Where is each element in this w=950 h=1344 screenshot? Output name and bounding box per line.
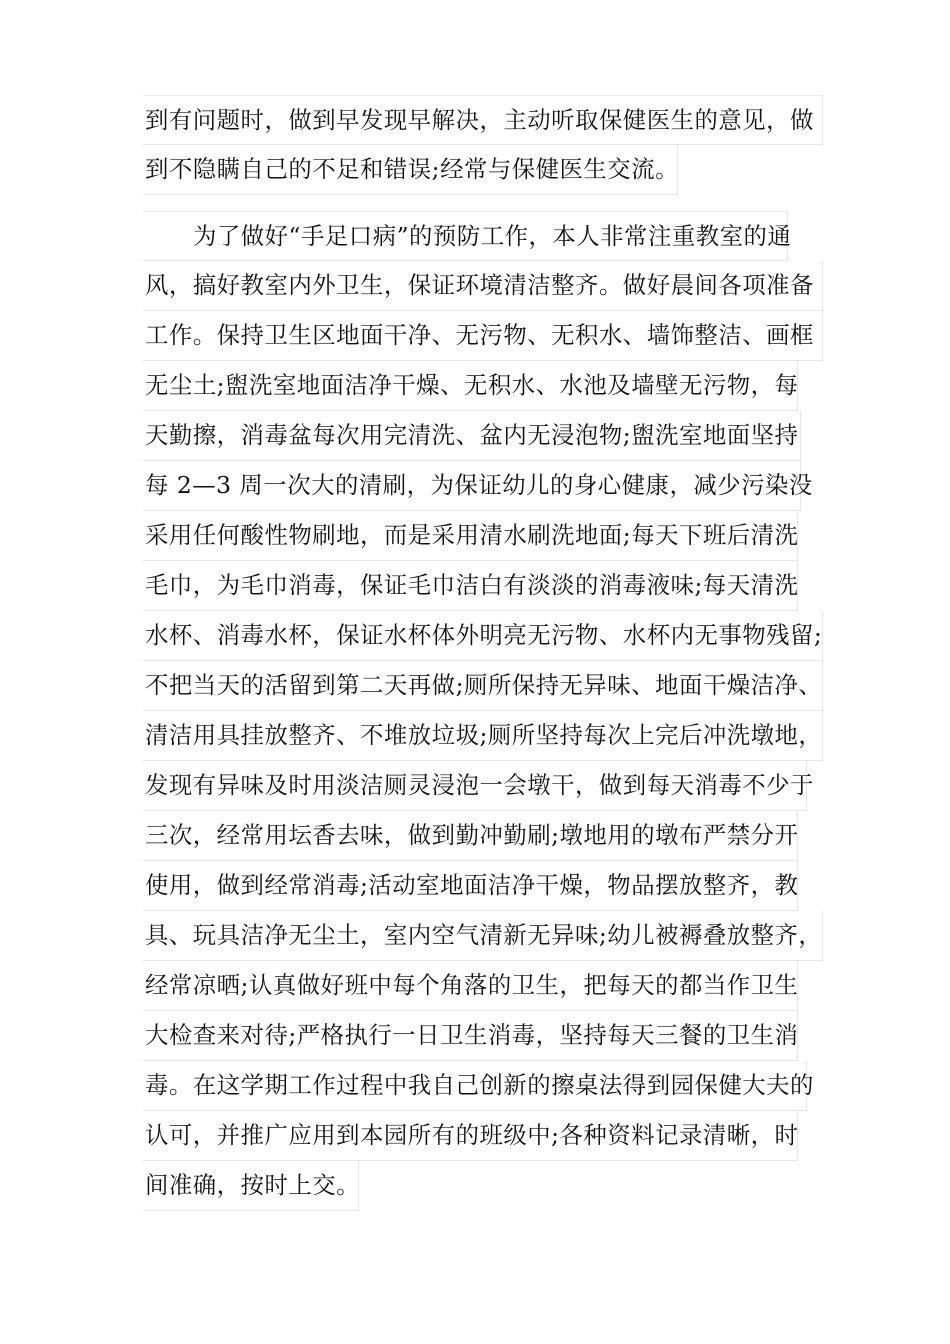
text-line: 大检查来对待;严格执行一日卫生消毒，坚持每天三餐的卫生消 — [143, 1011, 798, 1061]
text-line: 间准确，按时上交。 — [143, 1161, 359, 1211]
text-line: 采用任何酸性物刷地，而是采用清水刷洗地面;每天下班后清洗 — [143, 511, 798, 561]
text-line: 发现有异味及时用淡洁厕灵浸泡一会墩干，做到每天消毒不少于 — [143, 761, 807, 811]
paragraph-1 — [143, 95, 823, 195]
text-line: 具、玩具洁净无尘土，室内空气清新无异味;幼儿被褥叠放整齐， — [143, 911, 823, 961]
text-line: 毒。在这学期工作过程中我自己创新的擦桌法得到园保健大夫的 — [143, 1061, 807, 1111]
text-line: 天勤擦，消毒盆每次用完清洗、盆内无浸泡物;盥洗室地面坚持 — [143, 411, 801, 461]
text-line: 风，搞好教室内外卫生，保证环境清洁整齐。做好晨间各项准备 — [143, 261, 823, 311]
text-line: 水杯、消毒水杯，保证水杯体外明亮无污物、水杯内无事物残留; — [143, 611, 823, 661]
text-line: 到有问题时，做到早发现早解决，主动听取保健医生的意见，做 — [143, 95, 823, 145]
text-line: 工作。保持卫生区地面干净、无污物、无积水、墙饰整洁、画框 — [143, 311, 823, 361]
text-line: 到不隐瞒自己的不足和错误;经常与保健医生交流。 — [143, 145, 678, 195]
text-line: 毛巾，为毛巾消毒，保证毛巾洁白有淡淡的消毒液味;每天清洗 — [143, 561, 798, 611]
paragraph-2 — [143, 211, 823, 1211]
text-line: 经常凉晒;认真做好班中每个角落的卫生，把每天的都当作卫生 — [143, 961, 798, 1011]
text-line: 无尘土;盥洗室地面洁净干燥、无积水、水池及墙壁无污物，每 — [143, 361, 798, 411]
text-line: 使用，做到经常消毒;活动室地面洁净干燥，物品摆放整齐，教 — [143, 861, 798, 911]
text-line: 三次，经常用坛香去味，做到勤冲勤刷;墩地用的墩布严禁分开 — [143, 811, 798, 861]
text-line: 每 2—3 周一次大的清刷，为保证幼儿的身心健康，减少污染没 — [143, 461, 801, 511]
text-line: 不把当天的活留到第二天再做;厕所保持无异味、地面干燥洁净、 — [143, 661, 823, 711]
text-line: 认可，并推广应用到本园所有的班级中;各种资料记录清晰，时 — [143, 1111, 798, 1161]
text-line: 为了做好“手足口病”的预防工作，本人非常注重教室的通 — [143, 211, 788, 261]
text-line: 清洁用具挂放整齐、不堆放垃圾;厕所坚持每次上完后冲洗墩地， — [143, 711, 823, 761]
